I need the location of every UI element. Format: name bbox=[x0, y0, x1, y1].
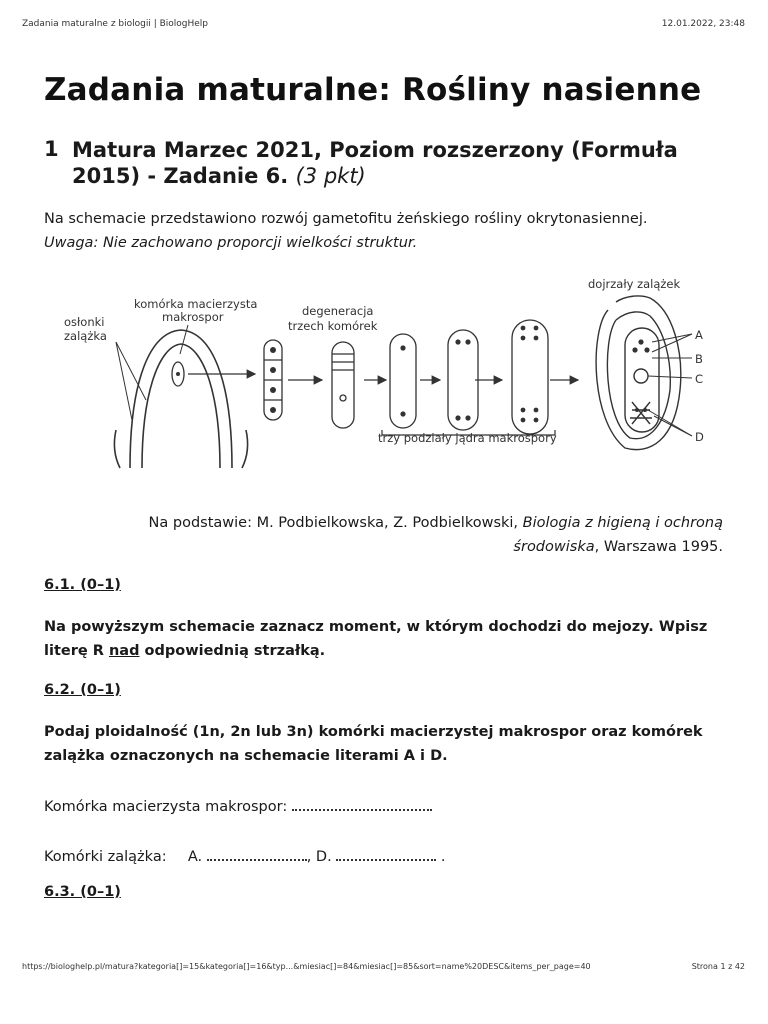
source-book: Biologia z higieną i ochroną środowiska bbox=[513, 515, 723, 555]
subtask-6-1-question bbox=[44, 615, 724, 663]
letter-a: A bbox=[695, 328, 703, 342]
label-podzialy: trzy podziały jądra makrospory bbox=[378, 431, 557, 445]
letter-d: D bbox=[695, 430, 704, 444]
label-komorka-2: makrospor bbox=[162, 310, 224, 324]
intro-text: Na schemacie przedstawiono rozwój gametofitu żeńskiego rośliny okrytonasiennej. bbox=[44, 211, 648, 227]
mature-ovule-nuclei bbox=[632, 339, 649, 412]
answer-end: . bbox=[440, 849, 446, 865]
header-page-title: Zadania maturalne z biologii | BiologHelp bbox=[22, 19, 209, 29]
diagram-svg bbox=[50, 270, 730, 470]
answer-mother-cell-label: Komórka macierzysta makrospor: bbox=[44, 799, 288, 815]
answer-a-label: A. bbox=[187, 849, 203, 865]
source-suffix: , Warszawa 1995. bbox=[594, 539, 723, 555]
subtask-6-3-label: 6.3. (0–1) bbox=[44, 884, 121, 900]
label-dojrzaly: dojrzały zalążek bbox=[588, 277, 681, 291]
task-number: 1 bbox=[44, 137, 59, 161]
figure-source bbox=[120, 511, 723, 559]
task-title bbox=[72, 137, 722, 189]
division-nuclei bbox=[400, 326, 538, 423]
stage-arrows bbox=[188, 374, 578, 435]
task-title-text: Matura Marzec 2021, Poziom rozszerzony (Formuła 2015) - Zadanie 6. bbox=[72, 138, 678, 188]
answer-a-blank[interactable] bbox=[207, 845, 307, 861]
footer-url: https://biologhelp.pl/matura?kategoria[]=15&kategoria[]=16&typ...&miesiac[]=84&miesiac[]=85&sort=name%20DESC&items_per_page=40 bbox=[22, 962, 591, 971]
task-points: (3 pkt) bbox=[295, 164, 366, 188]
answer-line-ovule-cells bbox=[44, 845, 446, 865]
answer-separator: , bbox=[306, 849, 312, 865]
answer-line-mother-cell bbox=[44, 795, 432, 815]
q61-underlined: nad bbox=[108, 643, 140, 659]
gametophyte-diagram bbox=[50, 270, 730, 470]
source-prefix: Na podstawie: M. Podbielkowska, Z. Podbielkowski, bbox=[148, 515, 519, 531]
subtask-6-2-question: Podaj ploidalność (1n, 2n lub 3n) komórki macierzystej makrospor oraz komórek zalążka oznaczonych na schemacie literami A i D. bbox=[44, 724, 703, 764]
label-oslonki-2: zalążka bbox=[64, 329, 107, 343]
q61-part1: Na powyższym schemacie zaznacz moment, w którym dochodzi do mejozy. Wpisz literę R bbox=[44, 619, 708, 659]
task-intro bbox=[44, 207, 647, 255]
label-komorka-1: komórka macierzysta bbox=[134, 297, 258, 311]
subtask-6-1-label: 6.1. (0–1) bbox=[44, 577, 121, 593]
label-degeneracja-2: trzech komórek bbox=[288, 319, 378, 333]
degenerated-cells bbox=[332, 342, 354, 428]
subtask-6-2-label: 6.2. (0–1) bbox=[44, 682, 121, 698]
answer-mother-cell-blank[interactable] bbox=[292, 795, 432, 811]
q61-part2: odpowiednią strzałką. bbox=[144, 643, 326, 659]
label-degeneracja-1: degeneracja bbox=[302, 304, 374, 318]
mother-cell-nucleus bbox=[176, 372, 180, 376]
answer-d-label: D. bbox=[315, 849, 332, 865]
footer-page-number: Strona 1 z 42 bbox=[691, 962, 745, 971]
answer-d-blank[interactable] bbox=[336, 845, 436, 861]
mature-ovule bbox=[596, 296, 681, 450]
label-oslonki-1: osłonki bbox=[64, 315, 105, 329]
answer-ovule-label: Komórki zalążka: bbox=[44, 849, 167, 865]
page-title: Zadania maturalne: Rośliny nasienne bbox=[44, 72, 702, 108]
letter-c: C bbox=[695, 372, 704, 386]
intro-note: Uwaga: Nie zachowano proporcji wielkości struktur. bbox=[44, 235, 418, 251]
header-timestamp: 12.01.2022, 23:48 bbox=[661, 19, 745, 29]
letter-b: B bbox=[695, 352, 703, 366]
